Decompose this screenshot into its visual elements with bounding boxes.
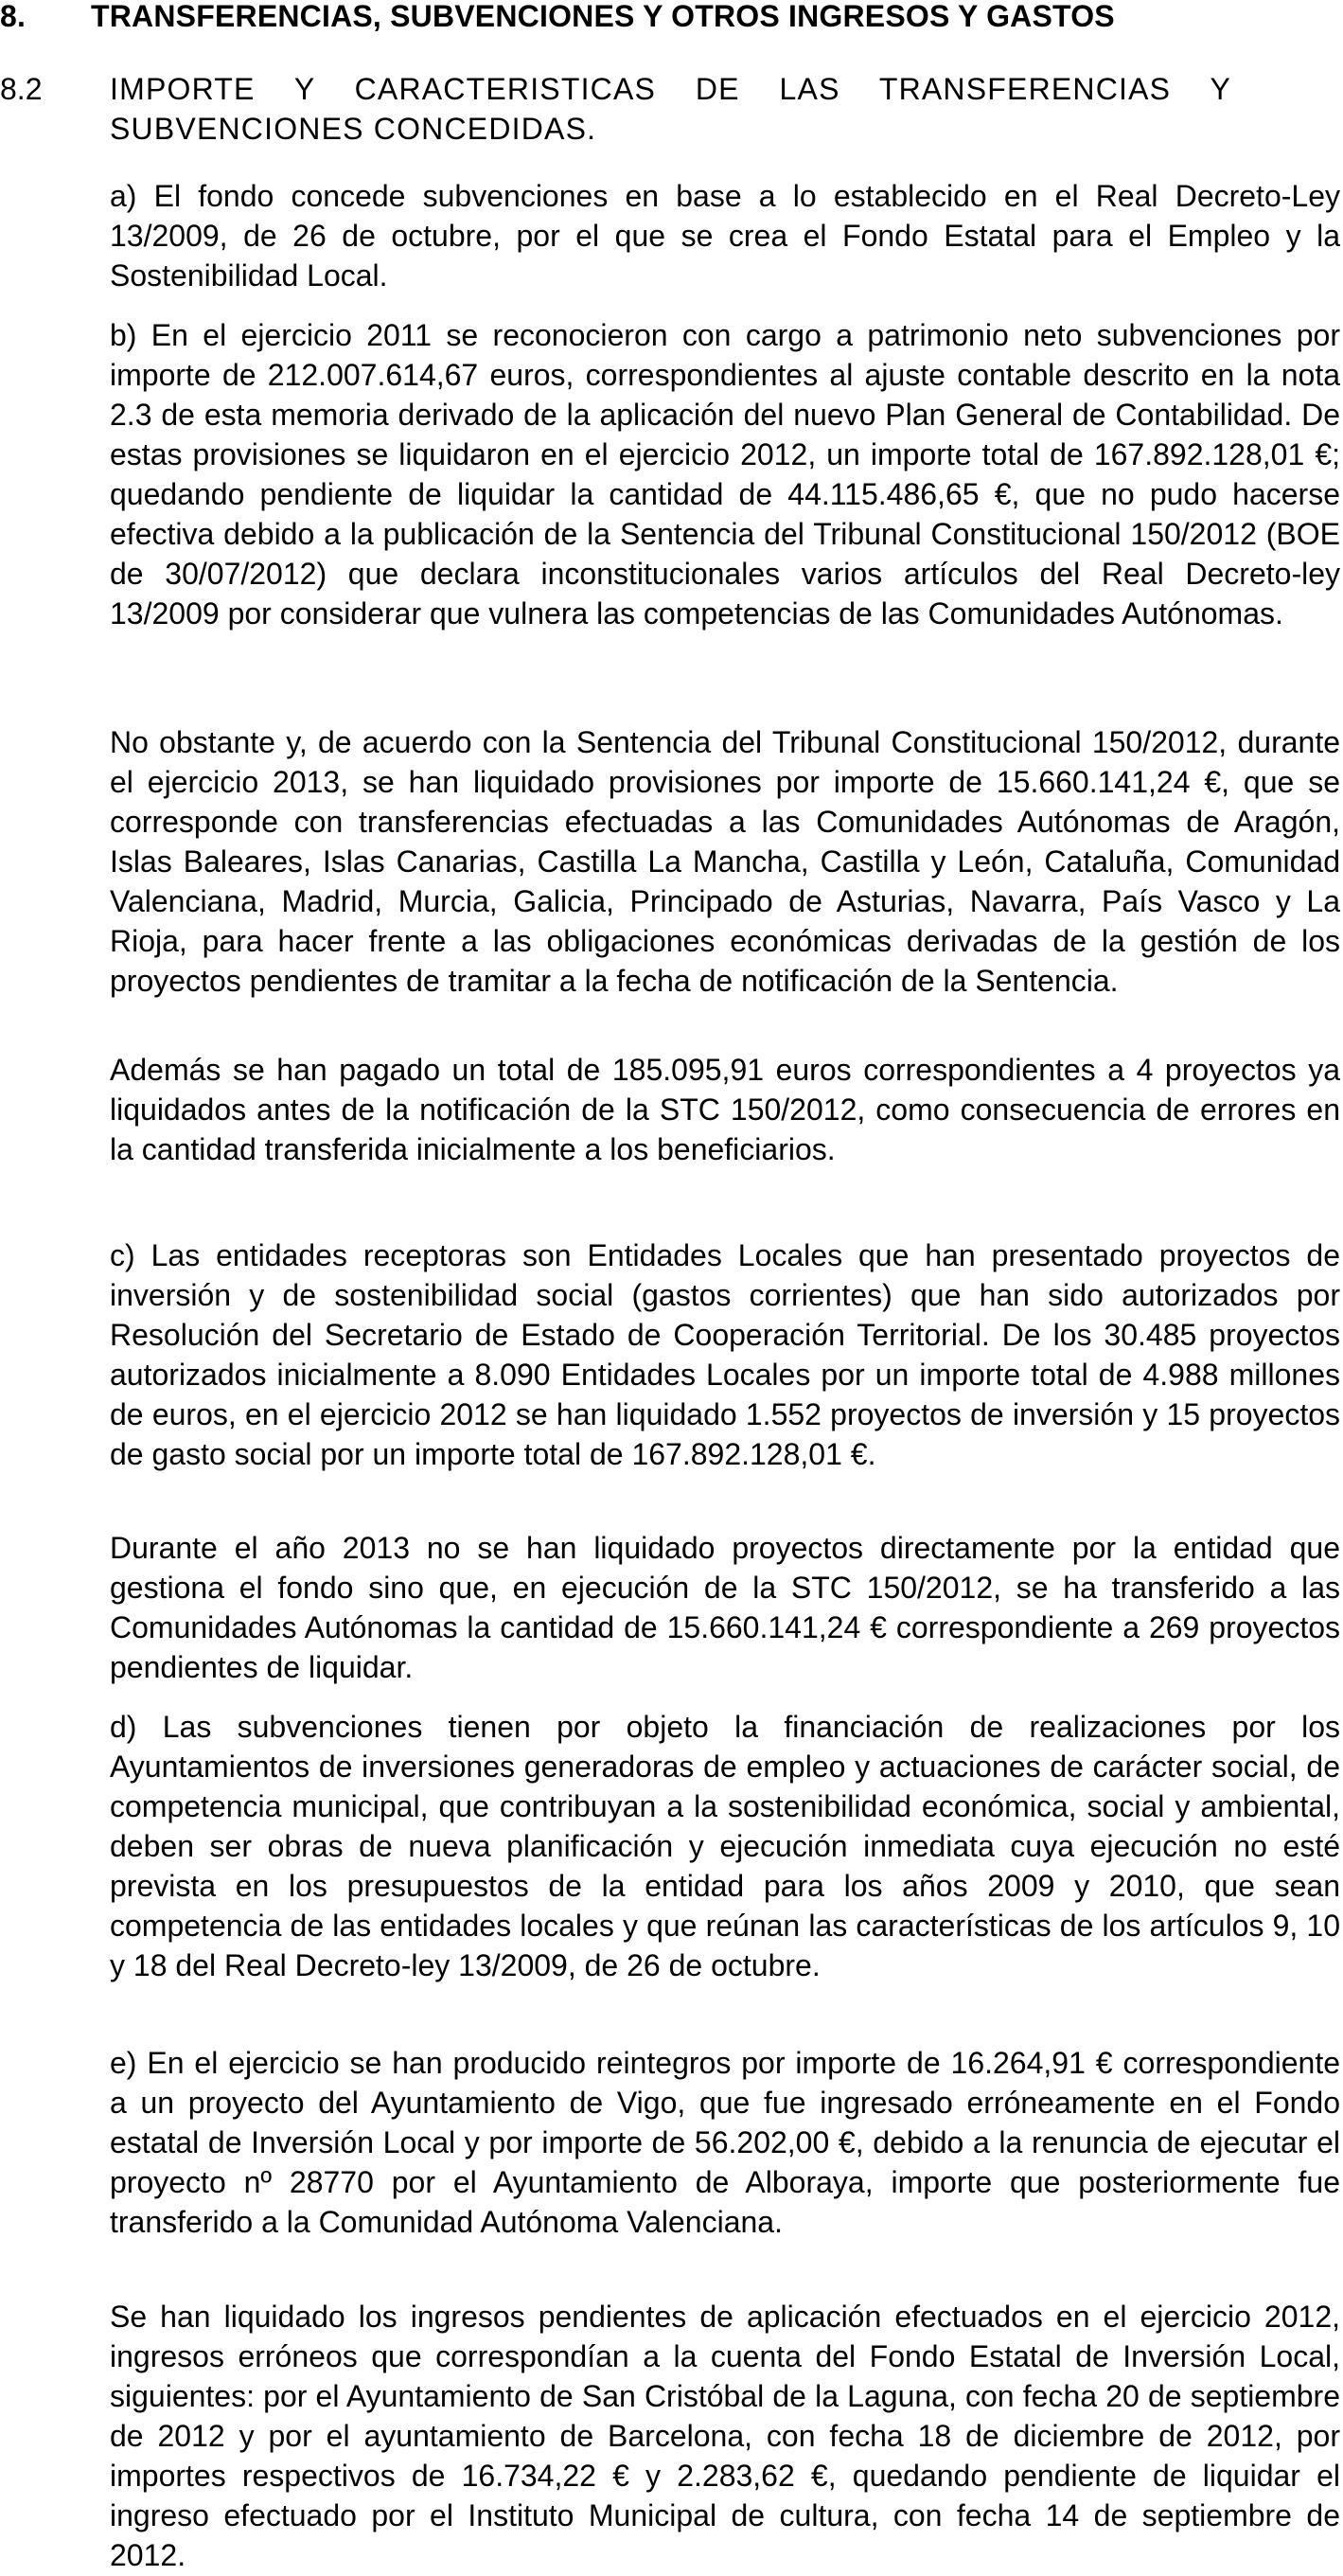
paragraph-c2: Durante el año 2013 no se han liquidado proyectos directamente por la entidad que gestiona el fondo sino que, en ejecución de la STC 150/2012, se ha transferido a las Comunidades Autónomas la cantidad de 15.660.141,24 € correspondiente a 269 proyectos pendientes de liquidar. (110, 1531, 1340, 1684)
section-number: 8. (0, 0, 27, 33)
section-heading (0, 0, 1325, 32)
paragraph-a: a) El fondo concede subvenciones en base a lo establecido en el Real Decreto-Ley 13/2009, de 26 de octubre, por el que se crea el Fondo Estatal para el Empleo y la Sostenibilidad Local. (110, 179, 1340, 293)
subsection-number: 8.2 (0, 72, 43, 106)
paragraph-e1: e) En el ejercicio se han producido reintegros por importe de 16.264,91 € correspondiente a un proyecto del Ayuntamiento de Vigo, que fue ingresado erróneamente en el Fondo estatal de Inversión Local y por importe de 56.202,00 €, debido a la renuncia de ejecutar el proyecto nº 28770 por el Ayuntamiento de Alboraya, importe que posteriormente fue transferido a la Comunidad Autónoma Valenciana. (110, 2046, 1340, 2239)
paragraph-b2: No obstante y, de acuerdo con la Sentencia del Tribunal Constitucional 150/2012, durante el ejercicio 2013, se han liquidado provisiones por importe de 15.660.141,24 €, que se corresponde con transferencias efectuadas a las Comunidades Autónomas de Aragón, Islas Baleares, Islas Canarias, Castilla La Mancha, Castilla y León, Cataluña, Comunidad Valenciana, Madrid, Murcia, Galicia, Principado de Asturias, Navarra, País Vasco y La Rioja, para hacer frente a las obligaciones económicas derivadas de la gestión de los proyectos pendientes de tramitar a la fecha de notificación de la Sentencia. (110, 725, 1340, 998)
paragraph-e2: Se han liquidado los ingresos pendientes de aplicación efectuados en el ejercicio 2012, ingresos erróneos que correspondían a la cuenta del Fondo Estatal de Inversión Local, siguientes: por el Ayuntamiento de San Cristóbal de la Laguna, con fecha 20 de septiembre de 2012 y por el ayuntamiento de Barcelona, con fecha 18 de diciembre de 2012, por importes respectivos de 16.734,22 € y 2.283,62 €, quedando pendiente de liquidar el ingreso efectuado por el Instituto Municipal de cultura, con fecha 14 de septiembre de 2012. (110, 2300, 1340, 2572)
subsection-title: IMPORTE Y CARACTERISTICAS DE LAS TRANSFERENCIAS Y SUBVENCIONES CONCEDIDAS. (110, 72, 1231, 146)
section-title: TRANSFERENCIAS, SUBVENCIONES Y OTROS INGRESOS Y GASTOS (91, 0, 1115, 33)
paragraph-d: d) Las subvenciones tienen por objeto la financiación de realizaciones por los Ayuntamientos de inversiones generadoras de empleo y actuaciones de carácter social, de competencia municipal, que contribuyan a la sostenibilidad económica, social y ambiental, deben ser obras de nueva planificación y ejecución inmediata cuya ejecución no esté prevista en los presupuestos de la entidad para los años 2009 y 2010, que sean competencia de las entidades locales y que reúnan las características de los artículos 9, 10 y 18 del Real Decreto-ley 13/2009, de 26 de octubre. (110, 1710, 1340, 1982)
paragraph-b3: Además se han pagado un total de 185.095,91 euros correspondientes a 4 proyectos ya liquidados antes de la notificación de la STC 150/2012, como consecuencia de errores en la cantidad transferida inicialmente a los beneficiarios. (110, 1053, 1340, 1166)
paragraph-b1: b) En el ejercicio 2011 se reconocieron con cargo a patrimonio neto subvenciones por importe de 212.007.614,67 euros, correspondientes al ajuste contable descrito en la nota 2.3 de esta memoria derivado de la aplicación del nuevo Plan General de Contabilidad. De estas provisiones se liquidaron en el ejercicio 2012, un importe total de 167.892.128,01 €; quedando pendiente de liquidar la cantidad de 44.115.486,65 €, que no pudo hacerse efectiva debido a la publicación de la Sentencia del Tribunal Constitucional 150/2012 (BOE de 30/07/2012) que declara inconstitucionales varios artículos del Real Decreto-ley 13/2009 por considerar que vulnera las competencias de las Comunidades Autónomas. (110, 318, 1340, 631)
paragraph-c1: c) Las entidades receptoras son Entidades Locales que han presentado proyectos de inversión y de sostenibilidad social (gastos corrientes) que han sido autorizados por Resolución del Secretario de Estado de Cooperación Territorial. De los 30.485 proyectos autorizados inicialmente a 8.090 Entidades Locales por un importe total de 4.988 millones de euros, en el ejercicio 2012 se han liquidado 1.552 proyectos de inversión y 15 proyectos de gasto social por un importe total de 167.892.128,01 €. (110, 1238, 1340, 1471)
